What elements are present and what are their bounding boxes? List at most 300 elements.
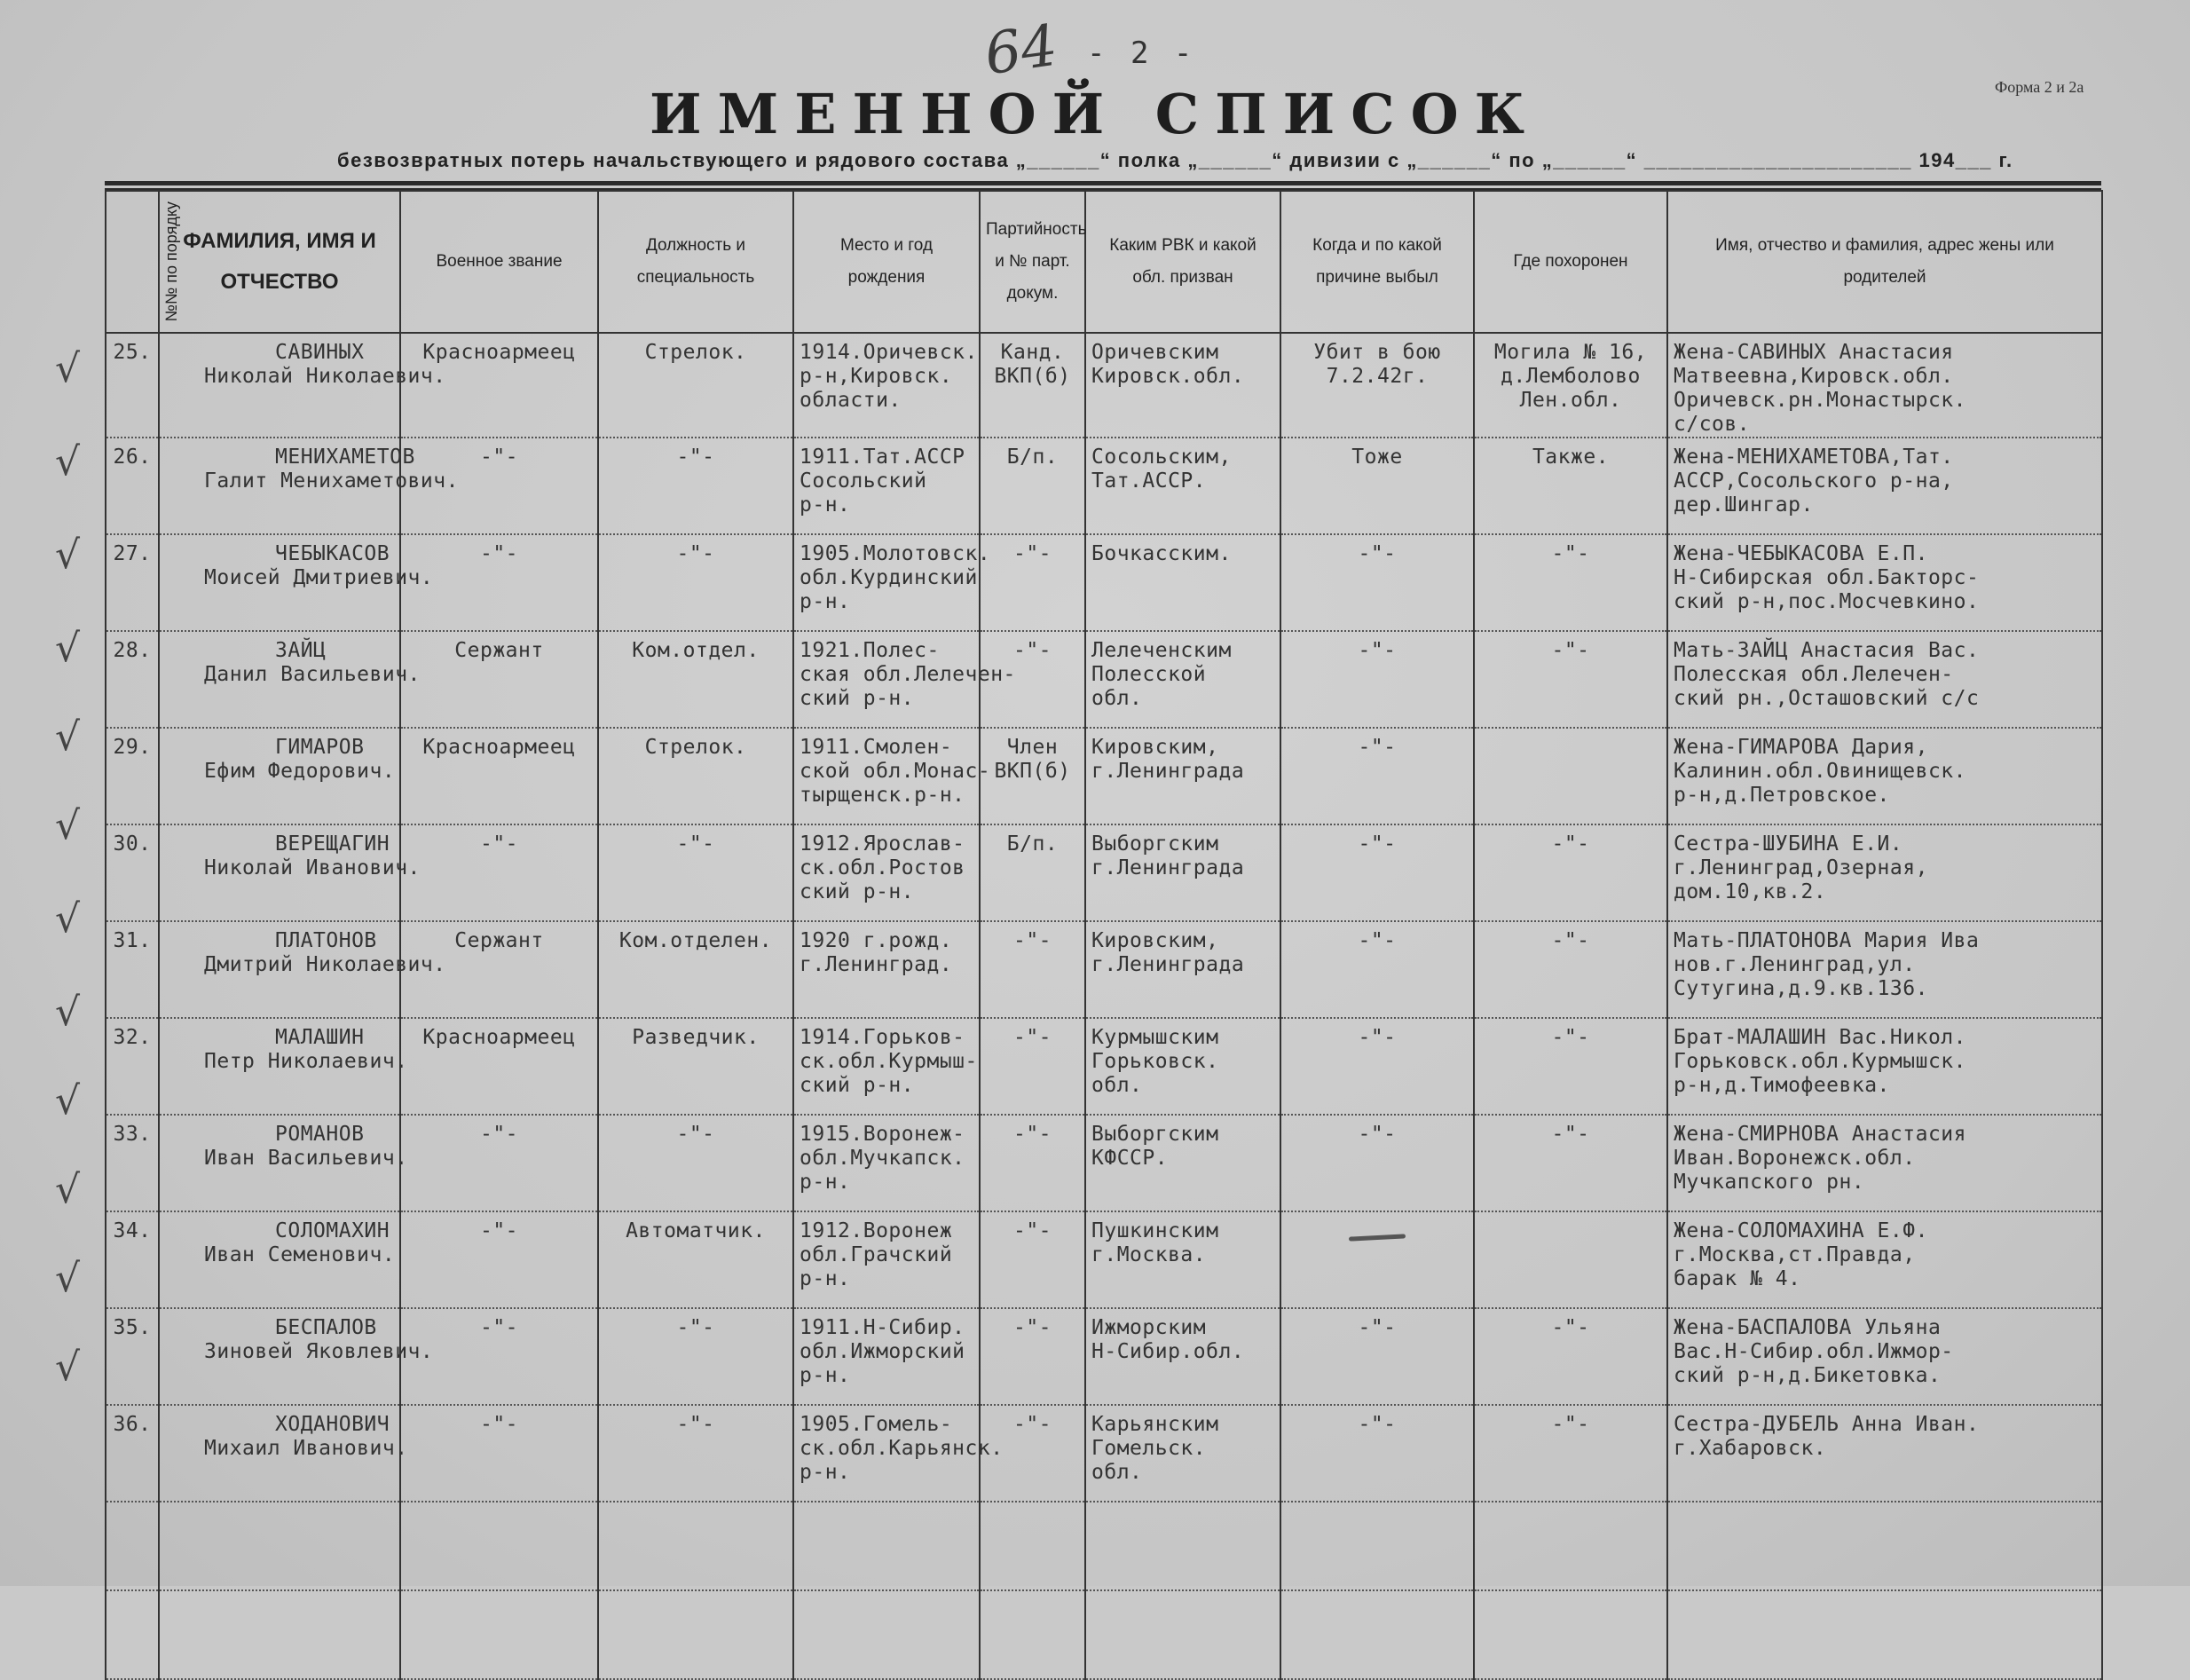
military-rank [400,1018,598,1115]
given-names: Петр Николаевич. [204,1050,408,1073]
draft-office [1085,728,1280,824]
blank-cell [400,1502,598,1590]
blank-cell [1667,1502,2102,1590]
birth-place-year [793,534,991,631]
military-rank-text: -"- [479,832,519,856]
row-number [106,1211,159,1308]
loss-reason-text: -"- [1358,639,1397,662]
position-specialty-text: -"- [676,1316,715,1339]
row-number [106,534,159,631]
birth-place-year-text: 1911.Тат.АССР Сосольский р-н. [800,446,965,517]
surname: РОМАНОВ [275,1123,365,1146]
checkmark-icon: √ [55,896,81,942]
row-number [106,1115,159,1211]
blank-cell [598,1502,793,1590]
col-header-position: Должность и специальность [598,191,793,333]
blank-cell [1085,1590,1280,1679]
military-rank-text: Красноармеец [422,341,576,364]
burial-place-text: -"- [1551,1123,1590,1146]
relatives-address-text: Мать-ЗАЙЦ Анастасия Вас. Полесская обл.Лелечен- ский рн.,Осташовский с/с [1674,639,1980,710]
document-title: ИМЕННОЙ СПИСОК [649,82,1541,146]
checkmark-icon: √ [55,346,81,391]
row-number [106,1405,159,1502]
row-number-text: 31. [113,929,152,952]
burial-place [1474,534,1667,631]
row-number-text: 36. [113,1413,152,1436]
birth-place-year-text: 1905.Молотовск. обл.Курдинский р-н. [800,542,991,613]
birth-place-year-text: 1911.Н-Сибир. обл.Ижморский р-н. [800,1316,965,1387]
table-row [106,534,2102,631]
military-rank [400,1211,598,1308]
table-row [106,1308,2102,1405]
military-rank-text: -"- [479,542,519,565]
relatives-address-text: Жена-СОЛОМАХИНА Е.Ф. г.Москва,ст.Правда, барак № 4. [1674,1219,1928,1290]
party-membership [980,333,1085,438]
table-row [106,1115,2102,1211]
loss-reason-text: -"- [1358,542,1397,565]
draft-office-text: Выборгским КФССР. [1091,1123,1219,1170]
row-number-text: 26. [113,446,152,469]
surname: МЕНИХАМЕТОВ [275,446,415,469]
loss-reason [1280,1018,1474,1115]
row-number [106,728,159,824]
blank-cell [1667,1590,2102,1679]
loss-reason-text: -"- [1358,1123,1397,1146]
birth-place-year [793,1018,980,1115]
blank-cell [1474,1590,1667,1679]
position-specialty [598,1115,793,1211]
loss-reason-text: -"- [1358,736,1397,759]
row-number [106,1308,159,1405]
row-number [106,333,159,438]
birth-place-year [793,631,1016,728]
surname: ВЕРЕЩАГИН [275,832,390,856]
loss-reason-text: -"- [1358,1316,1397,1339]
position-specialty-text: -"- [676,446,715,469]
birth-place-year [793,333,980,438]
position-specialty [598,728,793,824]
burial-place-text: -"- [1551,1026,1590,1049]
loss-reason [1280,1115,1474,1211]
person-name [159,1308,434,1405]
relatives-address [1667,1211,2102,1308]
blank-cell [1474,1502,1667,1590]
relatives-address-text: Сестра-ШУБИНА Е.И. г.Ленинград,Озерная, дом.10,кв.2. [1674,832,1928,903]
given-names: Иван Семенович. [204,1243,396,1266]
given-names: Моисей Дмитриевич. [204,566,434,589]
draft-office-text: Кировским, г.Ленинграда [1091,929,1245,976]
party-membership [980,728,1085,824]
burial-place [1474,1405,1667,1502]
burial-place [1474,824,1667,921]
col-header-rvk: Каким РВК и какой обл. призван [1085,191,1280,333]
given-names: Николай Иванович. [204,856,421,879]
checkmark-icon: √ [55,714,81,760]
person-name [159,534,434,631]
burial-place [1474,1115,1667,1211]
party-membership-text: -"- [1012,1413,1052,1436]
given-names: Михаил Иванович. [204,1437,408,1460]
blank-cell [1280,1590,1474,1679]
blank-cell [159,1502,400,1590]
draft-office-text: Лелеченским Полесской обл. [1091,639,1232,710]
relatives-address [1667,921,2102,1018]
draft-office-text: Кировским, г.Ленинграда [1091,736,1245,783]
position-specialty [598,1018,793,1115]
table-row [106,1211,2102,1308]
position-specialty-text: -"- [676,1413,715,1436]
draft-office-text: Бочкасским. [1091,542,1232,565]
party-membership [980,1308,1085,1405]
burial-place [1474,333,1667,438]
col-header-buried: Где похоронен [1474,191,1667,333]
party-membership-text: Б/п. [1006,832,1059,856]
position-specialty-text: Разведчик. [632,1026,760,1049]
military-rank-text: Сержант [454,929,544,952]
loss-reason [1280,921,1474,1018]
relatives-address-text: Жена-МЕНИХАМЕТОВА,Тат. АССР,Сосольского р-на, дер.Шингар. [1674,446,1954,517]
birth-place-year [793,1405,1004,1502]
military-rank-text: -"- [479,1219,519,1242]
surname: САВИНЫХ [275,341,365,364]
birth-place-year [793,1211,980,1308]
party-membership [980,921,1085,1018]
military-rank-text: -"- [479,1316,519,1339]
party-membership-text: Канд. ВКП(б) [994,341,1071,388]
draft-office [1085,1405,1280,1502]
relatives-address-text: Жена-САВИНЫХ Анастасия Матвеевна,Кировск.обл. Оричевск.рн.Монастырск. с/сов. [1674,341,1966,436]
burial-place [1474,1018,1667,1115]
surname: СОЛОМАХИН [275,1219,390,1242]
relatives-address-text: Сестра-ДУБЕЛЬ Анна Иван. г.Хабаровск. [1674,1413,1980,1460]
relatives-address [1667,631,2102,728]
relatives-address-text: Жена-ГИМАРОВА Дария, Калинин.обл.Овинищевск. р-н,д.Петровское. [1674,736,1966,807]
loss-reason [1280,1308,1474,1405]
birth-place-year-text: 1912.Воронеж обл.Грачский р-н. [800,1219,953,1290]
loss-reason [1280,438,1474,534]
given-names: Николай Николаевич. [204,365,446,388]
draft-office-text: Сосольским, Тат.АССР. [1091,446,1232,493]
col-header-num: №№ по порядку [106,191,159,333]
loss-reason-text: Убит в бою 7.2.42г. [1313,341,1441,388]
row-number [106,1018,159,1115]
party-membership-text: -"- [1012,1123,1052,1146]
position-specialty [598,921,793,1018]
loss-reason-text: Тоже [1351,446,1403,469]
burial-place-text: -"- [1551,639,1590,662]
relatives-address-text: Жена-БАСПАЛОВА Ульяна Вас.Н-Сибир.обл.Ижмор- ский р-н,д.Бикетовка. [1674,1316,1954,1387]
position-specialty-text: Стрелок. [644,341,747,364]
header-rule [105,181,2101,185]
burial-place-text: -"- [1551,542,1590,565]
col-header-name: ФАМИЛИЯ, ИМЯ И ОТЧЕСТВО [159,191,400,333]
surname: БЕСПАЛОВ [275,1316,377,1339]
loss-reason-text: -"- [1358,929,1397,952]
person-name [159,333,446,438]
birth-place-year [793,438,980,534]
position-specialty [598,534,793,631]
blank-row [106,1502,2102,1590]
col-header-birth: Место и год рождения [793,191,980,333]
military-rank-text: Красноармеец [422,1026,576,1049]
relatives-address [1667,333,2102,438]
birth-place-year-text: 1921.Полес- ская обл.Лелечен- ский р-н. [800,639,1016,710]
loss-reason-text: -"- [1358,832,1397,856]
row-number-text: 35. [113,1316,152,1339]
checkmark-icon: √ [55,1345,81,1390]
position-specialty-text: Стрелок. [644,736,747,759]
burial-place-text: -"- [1551,832,1590,856]
draft-office [1085,333,1280,438]
burial-place-text: -"- [1551,1316,1590,1339]
party-membership [980,438,1085,534]
military-rank-text: -"- [479,446,519,469]
burial-place [1474,1211,1667,1308]
draft-office [1085,921,1280,1018]
row-number [106,631,159,728]
position-specialty-text: -"- [676,542,715,565]
draft-office [1085,631,1280,728]
loss-reason [1280,333,1474,438]
draft-office-text: Пушкинским г.Москва. [1091,1219,1219,1266]
burial-place [1474,728,1667,824]
position-specialty [598,631,793,728]
military-rank [400,824,598,921]
burial-place-text: Могила № 16, д.Лемболово Лен.обл. [1493,341,1648,412]
relatives-address [1667,1018,2102,1115]
party-membership-text: -"- [1012,1316,1052,1339]
position-specialty [598,1405,793,1502]
position-specialty [598,824,793,921]
relatives-address [1667,728,2102,824]
document-subtitle: безвозвратных потерь начальствующего и рядового состава „______“ полка „______“ дивизии с „______“ по „______“ ______________________ 194___ г. [337,149,2013,171]
burial-place-text: -"- [1551,929,1590,952]
row-number [106,438,159,534]
relatives-address [1667,1115,2102,1211]
military-rank-text: -"- [479,1413,519,1436]
surname: ГИМАРОВ [275,736,365,759]
blank-cell [980,1590,1085,1679]
party-membership-text: -"- [1012,1219,1052,1242]
table-row [106,921,2102,1018]
checkmark-icon: √ [55,803,81,848]
table-row [106,824,2102,921]
relatives-address [1667,1405,2102,1502]
military-rank-text: Сержант [454,639,544,662]
table-row [106,1405,2102,1502]
surname: МАЛАШИН [275,1026,365,1049]
loss-reason-text: -"- [1358,1413,1397,1436]
person-name [159,921,446,1018]
blank-cell [793,1502,980,1590]
position-specialty [598,333,793,438]
given-names: Галит Менихаметович. [204,469,459,493]
burial-place-text: -"- [1551,1413,1590,1436]
relatives-address-text: Жена-ЧЕБЫКАСОВА Е.П. Н-Сибирская обл.Бакторс- ский р-н,пос.Мосчевкино. [1674,542,1980,613]
birth-place-year-text: 1905.Гомель- ск.обл.Карьянск. р-н. [800,1413,1004,1484]
loss-register-table [105,190,2103,1680]
draft-office-text: Выборгским г.Ленинграда [1091,832,1245,879]
given-names: Иван Васильевич. [204,1147,408,1170]
blank-cell [1280,1502,1474,1590]
person-name [159,1018,408,1115]
ink-stroke [1349,1234,1406,1241]
surname: ПЛАТОНОВ [275,929,377,952]
party-membership [980,824,1085,921]
loss-reason-text: -"- [1358,1026,1397,1049]
military-rank-text: Красноармеец [422,736,576,759]
military-rank [400,728,598,824]
given-names: Зиновей Яковлевич. [204,1340,434,1363]
col-header-party: Партийность и № парт. докум. [980,191,1085,333]
relatives-address [1667,824,2102,921]
table-body [106,333,2102,1679]
handwritten-page-number: 64 [981,12,1062,89]
birth-place-year-text: 1920 г.рожд. г.Ленинград. [800,929,953,976]
blank-cell [793,1590,980,1679]
military-rank-text: -"- [479,1123,519,1146]
party-membership-text: Член ВКП(б) [994,736,1071,783]
loss-reason [1280,728,1474,824]
relatives-address-text: Брат-МАЛАШИН Вас.Никол. Горьковск.обл.Курмышск. р-н,д.Тимофеевка. [1674,1026,1966,1097]
checkmark-icon: √ [55,1078,81,1124]
military-rank [400,631,598,728]
blank-cell [980,1502,1085,1590]
party-membership-text: -"- [1012,929,1052,952]
party-membership [980,534,1085,631]
loss-reason [1280,631,1474,728]
birth-place-year-text: 1914.Оричевск. р-н,Кировск. области. [800,341,978,412]
checkmark-icon: √ [55,1167,81,1212]
birth-place-year [793,824,980,921]
loss-reason [1280,1405,1474,1502]
row-number-text: 29. [113,736,152,759]
table-row [106,1018,2102,1115]
surname: ЗАЙЦ [275,639,327,662]
position-specialty [598,1308,793,1405]
row-number-text: 28. [113,639,152,662]
party-membership [980,1115,1085,1211]
blank-cell [106,1502,159,1590]
relatives-address [1667,534,2102,631]
surname: ЧЕБЫКАСОВ [275,542,390,565]
party-membership [980,1211,1085,1308]
draft-office [1085,438,1280,534]
person-name [159,728,400,824]
table-row [106,728,2102,824]
row-number-text: 27. [113,542,152,565]
row-number [106,921,159,1018]
checkmark-icon: √ [55,990,81,1035]
blank-cell [106,1590,159,1679]
row-number-text: 34. [113,1219,152,1242]
person-name [159,1115,408,1211]
relatives-address-text: Жена-СМИРНОВА Анастасия Иван.Воронежск.обл. Мучкапского рн. [1674,1123,1966,1194]
party-membership [980,1018,1085,1115]
position-specialty-text: -"- [676,832,715,856]
table-row [106,438,2102,534]
position-specialty-text: Ком.отделен. [618,929,773,952]
col-header-rank: Военное звание [400,191,598,333]
position-specialty-text: Ком.отдел. [632,639,760,662]
draft-office-text: Карьянским Гомельск. обл. [1091,1413,1219,1484]
checkmark-icon: √ [55,626,81,671]
draft-office [1085,824,1280,921]
burial-place [1474,631,1667,728]
table-row [106,631,2102,728]
party-membership-text: -"- [1012,1026,1052,1049]
person-name [159,1211,400,1308]
birth-place-year [793,728,991,824]
draft-office [1085,534,1280,631]
military-rank [400,1405,598,1502]
row-number-text: 30. [113,832,152,856]
person-name [159,824,421,921]
party-membership-text: -"- [1012,639,1052,662]
surname: ХОДАНОВИЧ [275,1413,390,1436]
draft-office-text: Оричевским Кировск.обл. [1091,341,1245,388]
blank-row [106,1590,2102,1679]
blank-cell [598,1590,793,1679]
given-names: Дмитрий Николаевич. [204,953,446,976]
table-row [106,333,2102,438]
burial-place [1474,438,1667,534]
checkmark-icon: √ [55,1256,81,1301]
birth-place-year [793,921,980,1018]
relatives-address [1667,1308,2102,1405]
military-rank [400,1115,598,1211]
row-number-text: 25. [113,341,152,364]
draft-office [1085,1018,1280,1115]
loss-reason [1280,1211,1474,1308]
row-number [106,824,159,921]
draft-office [1085,1308,1280,1405]
draft-office [1085,1211,1280,1308]
loss-reason [1280,534,1474,631]
row-number-text: 32. [113,1026,152,1049]
given-names: Данил Васильевич. [204,663,421,686]
page-number: - 2 - [1087,35,1196,71]
position-specialty [598,438,793,534]
birth-place-year-text: 1912.Ярослав- ск.обл.Ростов ский р-н. [800,832,965,903]
col-header-relatives: Имя, отчество и фамилия, адрес жены или родителей [1667,191,2102,333]
blank-cell [1085,1502,1280,1590]
blank-cell [400,1590,598,1679]
given-names: Ефим Федорович. [204,760,396,783]
burial-place [1474,1308,1667,1405]
birth-place-year [793,1308,980,1405]
burial-place-text: Также. [1532,446,1610,469]
birth-place-year-text: 1914.Горьков- ск.обл.Курмыш- ский р-н. [800,1026,978,1097]
party-membership-text: Б/п. [1006,446,1059,469]
burial-place [1474,921,1667,1018]
position-specialty [598,1211,793,1308]
loss-reason [1280,824,1474,921]
checkmark-icon: √ [55,532,81,578]
birth-place-year [793,1115,980,1211]
person-name [159,631,421,728]
blank-cell [159,1590,400,1679]
relatives-address-text: Мать-ПЛАТОНОВА Мария Ива нов.г.Ленинград,ул. Сутугина,д.9.кв.136. [1674,929,1980,1000]
person-name [159,1405,408,1502]
form-note: Форма 2 и 2а [1995,78,2084,96]
position-specialty-text: Автоматчик. [626,1219,766,1242]
row-number-text: 33. [113,1123,152,1146]
draft-office-text: Курмышским Горьковск. обл. [1091,1026,1219,1097]
birth-place-year-text: 1915.Воронеж- обл.Мучкапск. р-н. [800,1123,965,1194]
checkmark-icon: √ [55,439,81,485]
birth-place-year-text: 1911.Смолен- ской обл.Монас- тырщенск.р-н. [800,736,991,807]
